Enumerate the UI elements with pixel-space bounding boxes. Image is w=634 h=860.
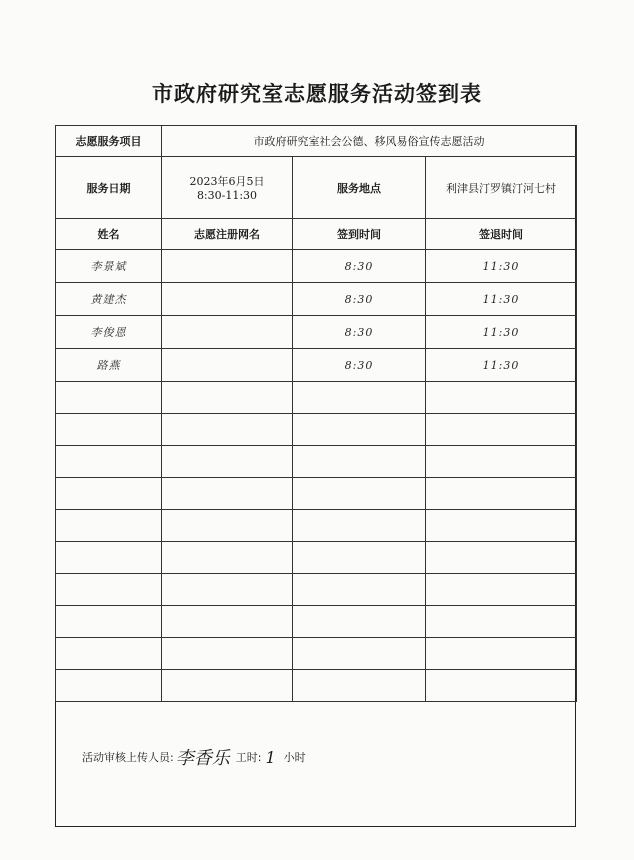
nickname-cell <box>162 349 293 382</box>
empty-cell <box>162 510 293 542</box>
empty-cell <box>293 606 426 638</box>
date-line2: 8:30-11:30 <box>196 189 258 202</box>
empty-cell <box>426 574 577 606</box>
project-value: 市政府研究室社会公德、移风易俗宣传志愿活动 <box>162 126 577 157</box>
empty-cell <box>426 638 577 670</box>
empty-cell <box>162 574 293 606</box>
empty-row <box>56 414 577 446</box>
sign-in-table <box>55 125 577 702</box>
empty-cell <box>56 574 162 606</box>
sign-out-time: 11:30 <box>426 250 577 283</box>
empty-cell <box>293 670 426 702</box>
signed-name: 李俊恩 <box>56 316 162 349</box>
date-line1: 2023年6月5日 <box>189 175 265 188</box>
empty-row <box>56 446 577 478</box>
hours-value: 1 <box>265 747 276 767</box>
place-label: 服务地点 <box>293 157 426 219</box>
col-header-name: 姓名 <box>56 219 162 250</box>
empty-cell <box>162 446 293 478</box>
empty-cell <box>56 510 162 542</box>
project-row <box>56 126 577 157</box>
empty-row <box>56 574 577 606</box>
place-value: 利津县汀罗镇汀河七村 <box>426 157 577 219</box>
empty-cell <box>426 606 577 638</box>
table-row <box>56 349 577 382</box>
empty-cell <box>162 382 293 414</box>
empty-row <box>56 382 577 414</box>
empty-cell <box>293 446 426 478</box>
sign-in-time: 8:30 <box>293 349 426 382</box>
empty-cell <box>293 638 426 670</box>
empty-row <box>56 638 577 670</box>
empty-cell <box>162 606 293 638</box>
nickname-cell <box>162 316 293 349</box>
uploader-signature: 李香乐 <box>175 748 230 769</box>
col-header-sign-in: 签到时间 <box>293 219 426 250</box>
sign-out-time: 11:30 <box>426 316 577 349</box>
hours-unit: 小时 <box>283 751 306 764</box>
empty-cell <box>426 510 577 542</box>
table-row <box>56 250 577 283</box>
empty-row <box>56 606 577 638</box>
form-title: 市政府研究室志愿服务活动签到表 <box>152 81 482 106</box>
empty-cell <box>56 542 162 574</box>
empty-cell <box>426 478 577 510</box>
empty-cell <box>162 542 293 574</box>
empty-row <box>56 510 577 542</box>
signed-name: 李景斌 <box>56 250 162 283</box>
empty-cell <box>293 542 426 574</box>
date-label: 服务日期 <box>56 157 162 219</box>
col-header-nickname: 志愿注册网名 <box>162 219 293 250</box>
sign-in-time: 8:30 <box>293 316 426 349</box>
empty-cell <box>56 382 162 414</box>
empty-cell <box>56 446 162 478</box>
empty-row <box>56 478 577 510</box>
sign-out-time: 11:30 <box>426 283 577 316</box>
sign-in-time: 8:30 <box>293 283 426 316</box>
empty-cell <box>426 670 577 702</box>
date-value <box>162 157 293 219</box>
table-row <box>56 283 577 316</box>
col-header-sign-out: 签退时间 <box>426 219 577 250</box>
column-header-row <box>56 219 577 250</box>
empty-cell <box>426 382 577 414</box>
empty-row <box>56 542 577 574</box>
empty-cell <box>293 574 426 606</box>
uploader-label: 活动审核上传人员: <box>82 751 174 764</box>
empty-cell <box>293 414 426 446</box>
empty-cell <box>162 478 293 510</box>
empty-cell <box>293 510 426 542</box>
signed-name: 路燕 <box>56 349 162 382</box>
empty-cell <box>56 478 162 510</box>
empty-cell <box>56 414 162 446</box>
empty-cell <box>162 638 293 670</box>
sign-in-time: 8:30 <box>293 250 426 283</box>
empty-cell <box>426 414 577 446</box>
empty-cell <box>426 446 577 478</box>
empty-cell <box>56 606 162 638</box>
sign-out-time: 11:30 <box>426 349 577 382</box>
nickname-cell <box>162 283 293 316</box>
empty-cell <box>162 414 293 446</box>
nickname-cell <box>162 250 293 283</box>
empty-cell <box>426 542 577 574</box>
signed-name: 黄建杰 <box>56 283 162 316</box>
empty-row <box>56 670 577 702</box>
hours-label: 工时: <box>235 751 262 764</box>
date-place-row <box>56 157 577 219</box>
footer-approval <box>82 744 306 770</box>
empty-cell <box>56 670 162 702</box>
project-label: 志愿服务项目 <box>56 126 162 157</box>
empty-cell <box>293 382 426 414</box>
empty-cell <box>162 670 293 702</box>
empty-cell <box>293 478 426 510</box>
table-row <box>56 316 577 349</box>
empty-cell <box>56 638 162 670</box>
